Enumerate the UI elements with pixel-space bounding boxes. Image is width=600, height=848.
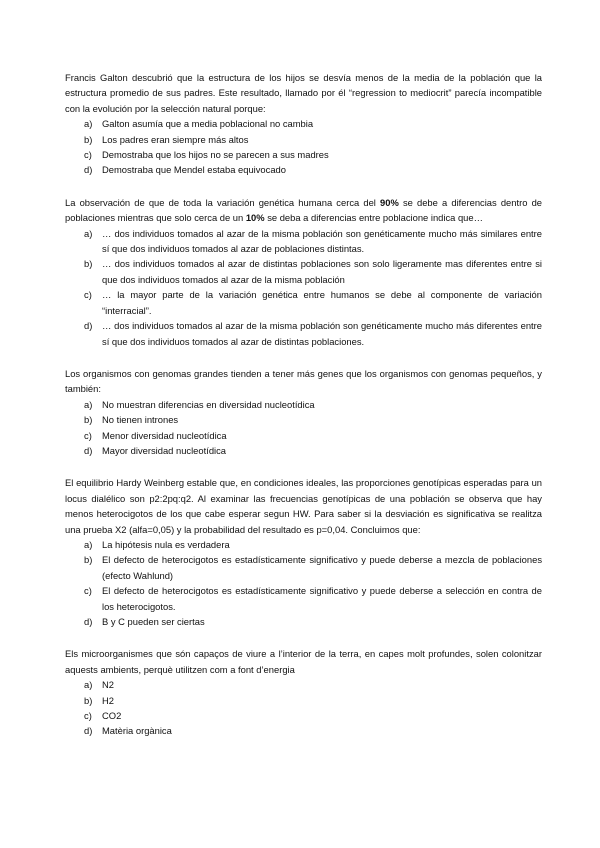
option-text: Demostraba que Mendel estaba equivocado <box>102 164 286 176</box>
question-4-stem: El equilibrio Hardy Weinberg estable que, en condiciones ideales, las proporciones genotípicas esperadas para un locus dialélico son p2:2pq:q2. Al examinar las frecuencias genotípicas de una población se observa que hay menos heterocigotos de los que cabe esperar segun HW. Para saber si la desviación es significativa se realitza una prueba X2 (alfa=0,05) y la probabilidad del resultado es p=0,04. Concluimos que: <box>65 477 542 535</box>
option-text: El defecto de heterocigotos es estadísticamente significativo y puede deberse a selección en contra de los heterocigotos. <box>102 585 542 612</box>
question-1-option-c <box>65 147 542 162</box>
stem-percentage-bold: 90% <box>380 196 399 208</box>
option-text: … dos individuos tomados al azar de la misma población son genéticamente mucho más similares entre sí que dos individuos tomados al azar de poblaciones distintas. <box>102 227 542 255</box>
option-letter: a) <box>84 118 93 130</box>
question-2-option-c <box>65 287 542 318</box>
option-text: H2 <box>102 694 114 706</box>
question-1-option-b <box>65 132 542 147</box>
option-text: … dos individuos tomados al azar de distintas poblaciones son solo ligeramente mas diferentes entre si que dos individuos tomados al azar de la misma población <box>102 258 542 285</box>
question-2-option-a <box>65 226 542 257</box>
option-letter: a) <box>84 398 93 410</box>
question-4-option-a <box>65 537 542 552</box>
option-letter: c) <box>84 710 92 722</box>
option-text: B y C pueden ser ciertas <box>102 616 205 627</box>
option-text: … la mayor parte de la variación genética entre humanos se debe al componente de variación “interracial”. <box>102 289 542 316</box>
question-3-option-d <box>65 443 542 458</box>
stem-text: se deba a diferencias entre poblacione indica que… <box>264 212 483 224</box>
option-letter: d) <box>84 164 93 176</box>
question-4-options <box>65 537 542 629</box>
question-1-options <box>65 116 542 178</box>
option-letter: b) <box>84 133 93 145</box>
option-text: … dos individuos tomados al azar de la misma población son genéticamente mucho más diferentes entre sí que dos individuos tomados al azar de distintas poblaciones. <box>102 320 542 347</box>
option-letter: b) <box>84 554 93 566</box>
option-text: La hipótesis nula es verdadera <box>102 538 230 550</box>
question-4-option-d <box>65 614 542 629</box>
option-text: Menor diversidad nucleotídica <box>102 429 227 441</box>
question-5-option-b <box>65 693 542 708</box>
option-text: Los padres eran siempre más altos <box>102 133 249 145</box>
question-3-option-b <box>65 412 542 427</box>
option-letter: c) <box>84 149 92 161</box>
stem-text: La observación de que de toda la variación genética humana cerca del <box>65 196 381 208</box>
option-letter: a) <box>84 538 93 550</box>
option-letter: c) <box>84 289 92 301</box>
question-4-option-b <box>65 552 542 583</box>
option-letter: b) <box>84 414 93 426</box>
question-5-option-d <box>65 723 542 738</box>
stem-text: se debe a diferencias dentro de poblaciones mientras que solo cerca de un <box>65 196 542 224</box>
question-1-stem: Francis Galton descubrió que la estructura de los hijos se desvía menos de la media de la población que la estructura promedio de sus padres. Este resultado, llamado por él “regression to mediocrit” parecía incompatible con la evolución por la selección natural porque: <box>65 72 542 114</box>
option-letter: c) <box>84 585 92 597</box>
question-3-stem: Los organismos con genomas grandes tienden a tener más genes que los organismos con genomas pequeños, y también: <box>65 367 542 395</box>
question-1-option-d <box>65 162 542 177</box>
option-letter: d) <box>84 725 93 737</box>
option-text: Matèria orgànica <box>102 725 172 737</box>
question-2-stem <box>65 195 542 226</box>
option-text: El defecto de heterocigotos es estadísticamente significativo y puede deberse a mezcla de poblaciones (efecto Wahlund) <box>102 554 542 581</box>
option-letter: c) <box>84 429 92 441</box>
question-5-option-c <box>65 708 542 723</box>
question-3-options <box>65 397 542 459</box>
question-5 <box>65 646 542 738</box>
question-2-option-d <box>65 318 542 349</box>
question-4 <box>65 475 542 629</box>
question-5-options <box>65 677 542 739</box>
question-3 <box>65 366 542 458</box>
option-text: No muestran diferencias en diversidad nucleotídica <box>102 398 315 410</box>
question-2 <box>65 195 542 349</box>
question-3-option-a <box>65 397 542 412</box>
question-4-option-c <box>65 583 542 614</box>
option-text: Demostraba que los hijos no se parecen a sus madres <box>102 149 329 161</box>
option-text: N2 <box>102 679 114 691</box>
option-text: Galton asumía que a media poblacional no cambia <box>102 118 314 130</box>
question-5-option-a <box>65 677 542 692</box>
question-5-stem: Els microorganismes que són capaços de viure a l’interior de la terra, en capes molt profundes, solen colonitzar aquests ambients, perquè utilitzen com a font d’energia <box>65 648 542 675</box>
option-letter: d) <box>84 616 93 627</box>
option-letter: a) <box>84 679 93 691</box>
question-3-option-c <box>65 428 542 443</box>
option-letter: d) <box>84 320 93 332</box>
question-1-option-a <box>65 116 542 131</box>
option-text: Mayor diversidad nucleotídica <box>102 444 227 456</box>
option-letter: a) <box>84 227 93 239</box>
question-2-option-b <box>65 256 542 287</box>
option-text: CO2 <box>102 710 122 722</box>
question-2-options <box>65 226 542 349</box>
option-letter: b) <box>84 694 93 706</box>
option-letter: b) <box>84 258 93 270</box>
question-1 <box>65 70 542 178</box>
stem-percentage-bold: 10% <box>245 212 265 224</box>
option-letter: d) <box>84 444 93 456</box>
option-text: No tienen intrones <box>102 414 179 426</box>
